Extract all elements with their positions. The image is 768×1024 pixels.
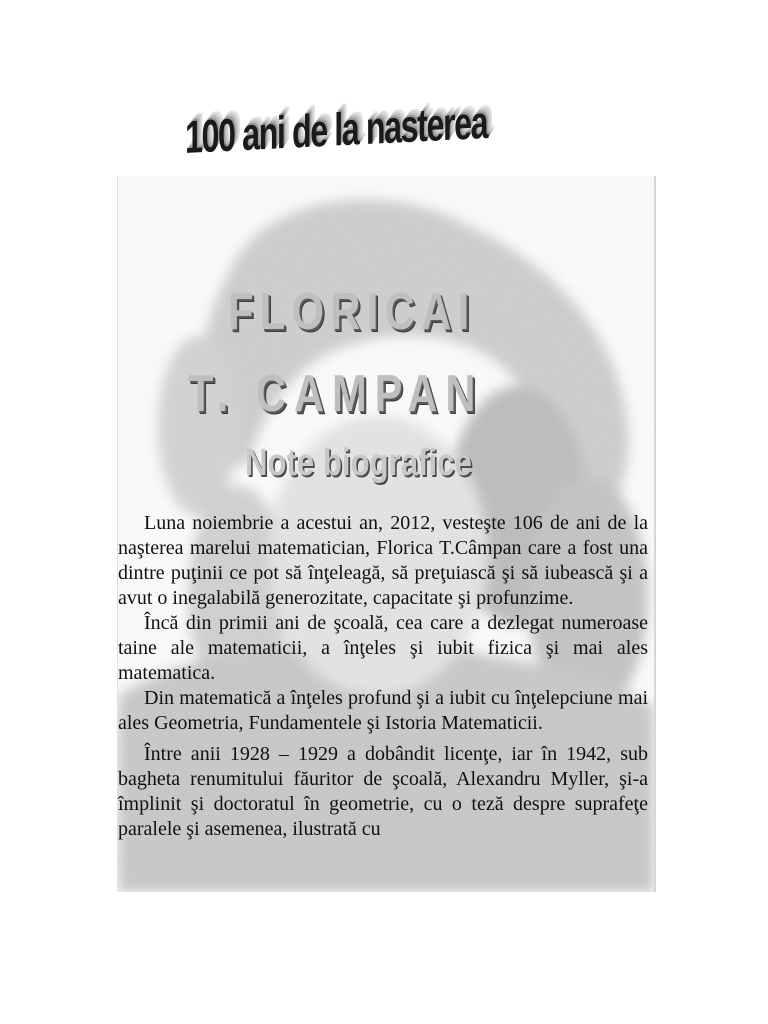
name-line-2: T. CAMPAN	[188, 365, 484, 423]
subtitle: Note biografice	[245, 442, 472, 484]
name-line-1: FLORICAI	[228, 283, 476, 341]
paragraph: Încă din primii ani de şcoală, cea care a dezlegat numeroase taine ale matematicii, a înţeles şi iubit fizica şi mai ales matematica.	[118, 612, 648, 684]
paragraph: Din matematică a înţeles profund şi a iubit cu înţelepciune mai ales Geometria, Fundamentele şi Istoria Matematicii.	[118, 687, 648, 734]
biography-text	[118, 511, 648, 842]
paragraph: Luna noiembrie a acestui an, 2012, vesteşte 106 de ani de la naşterea marelui matematician, Florica T.Câmpan care a fost una dintre puţinii ce pot să înţeleagă, să preţuiască şi să iubească şi a avut o inegalabilă generozitate, capacitate şi profunzime.	[118, 512, 648, 609]
paragraph: Între anii 1928 – 1929 a dobândit licenţe, iar în 1942, sub bagheta renumitului făuritor de şcoală, Alexandru Myller, şi-a împlinit şi doctoratul în geometrie, cu o teză despre suprafeţe paralele şi asemenea, ilustrată cu	[118, 743, 648, 840]
anniversary-banner: 100 ani de la nasterea	[185, 95, 488, 163]
